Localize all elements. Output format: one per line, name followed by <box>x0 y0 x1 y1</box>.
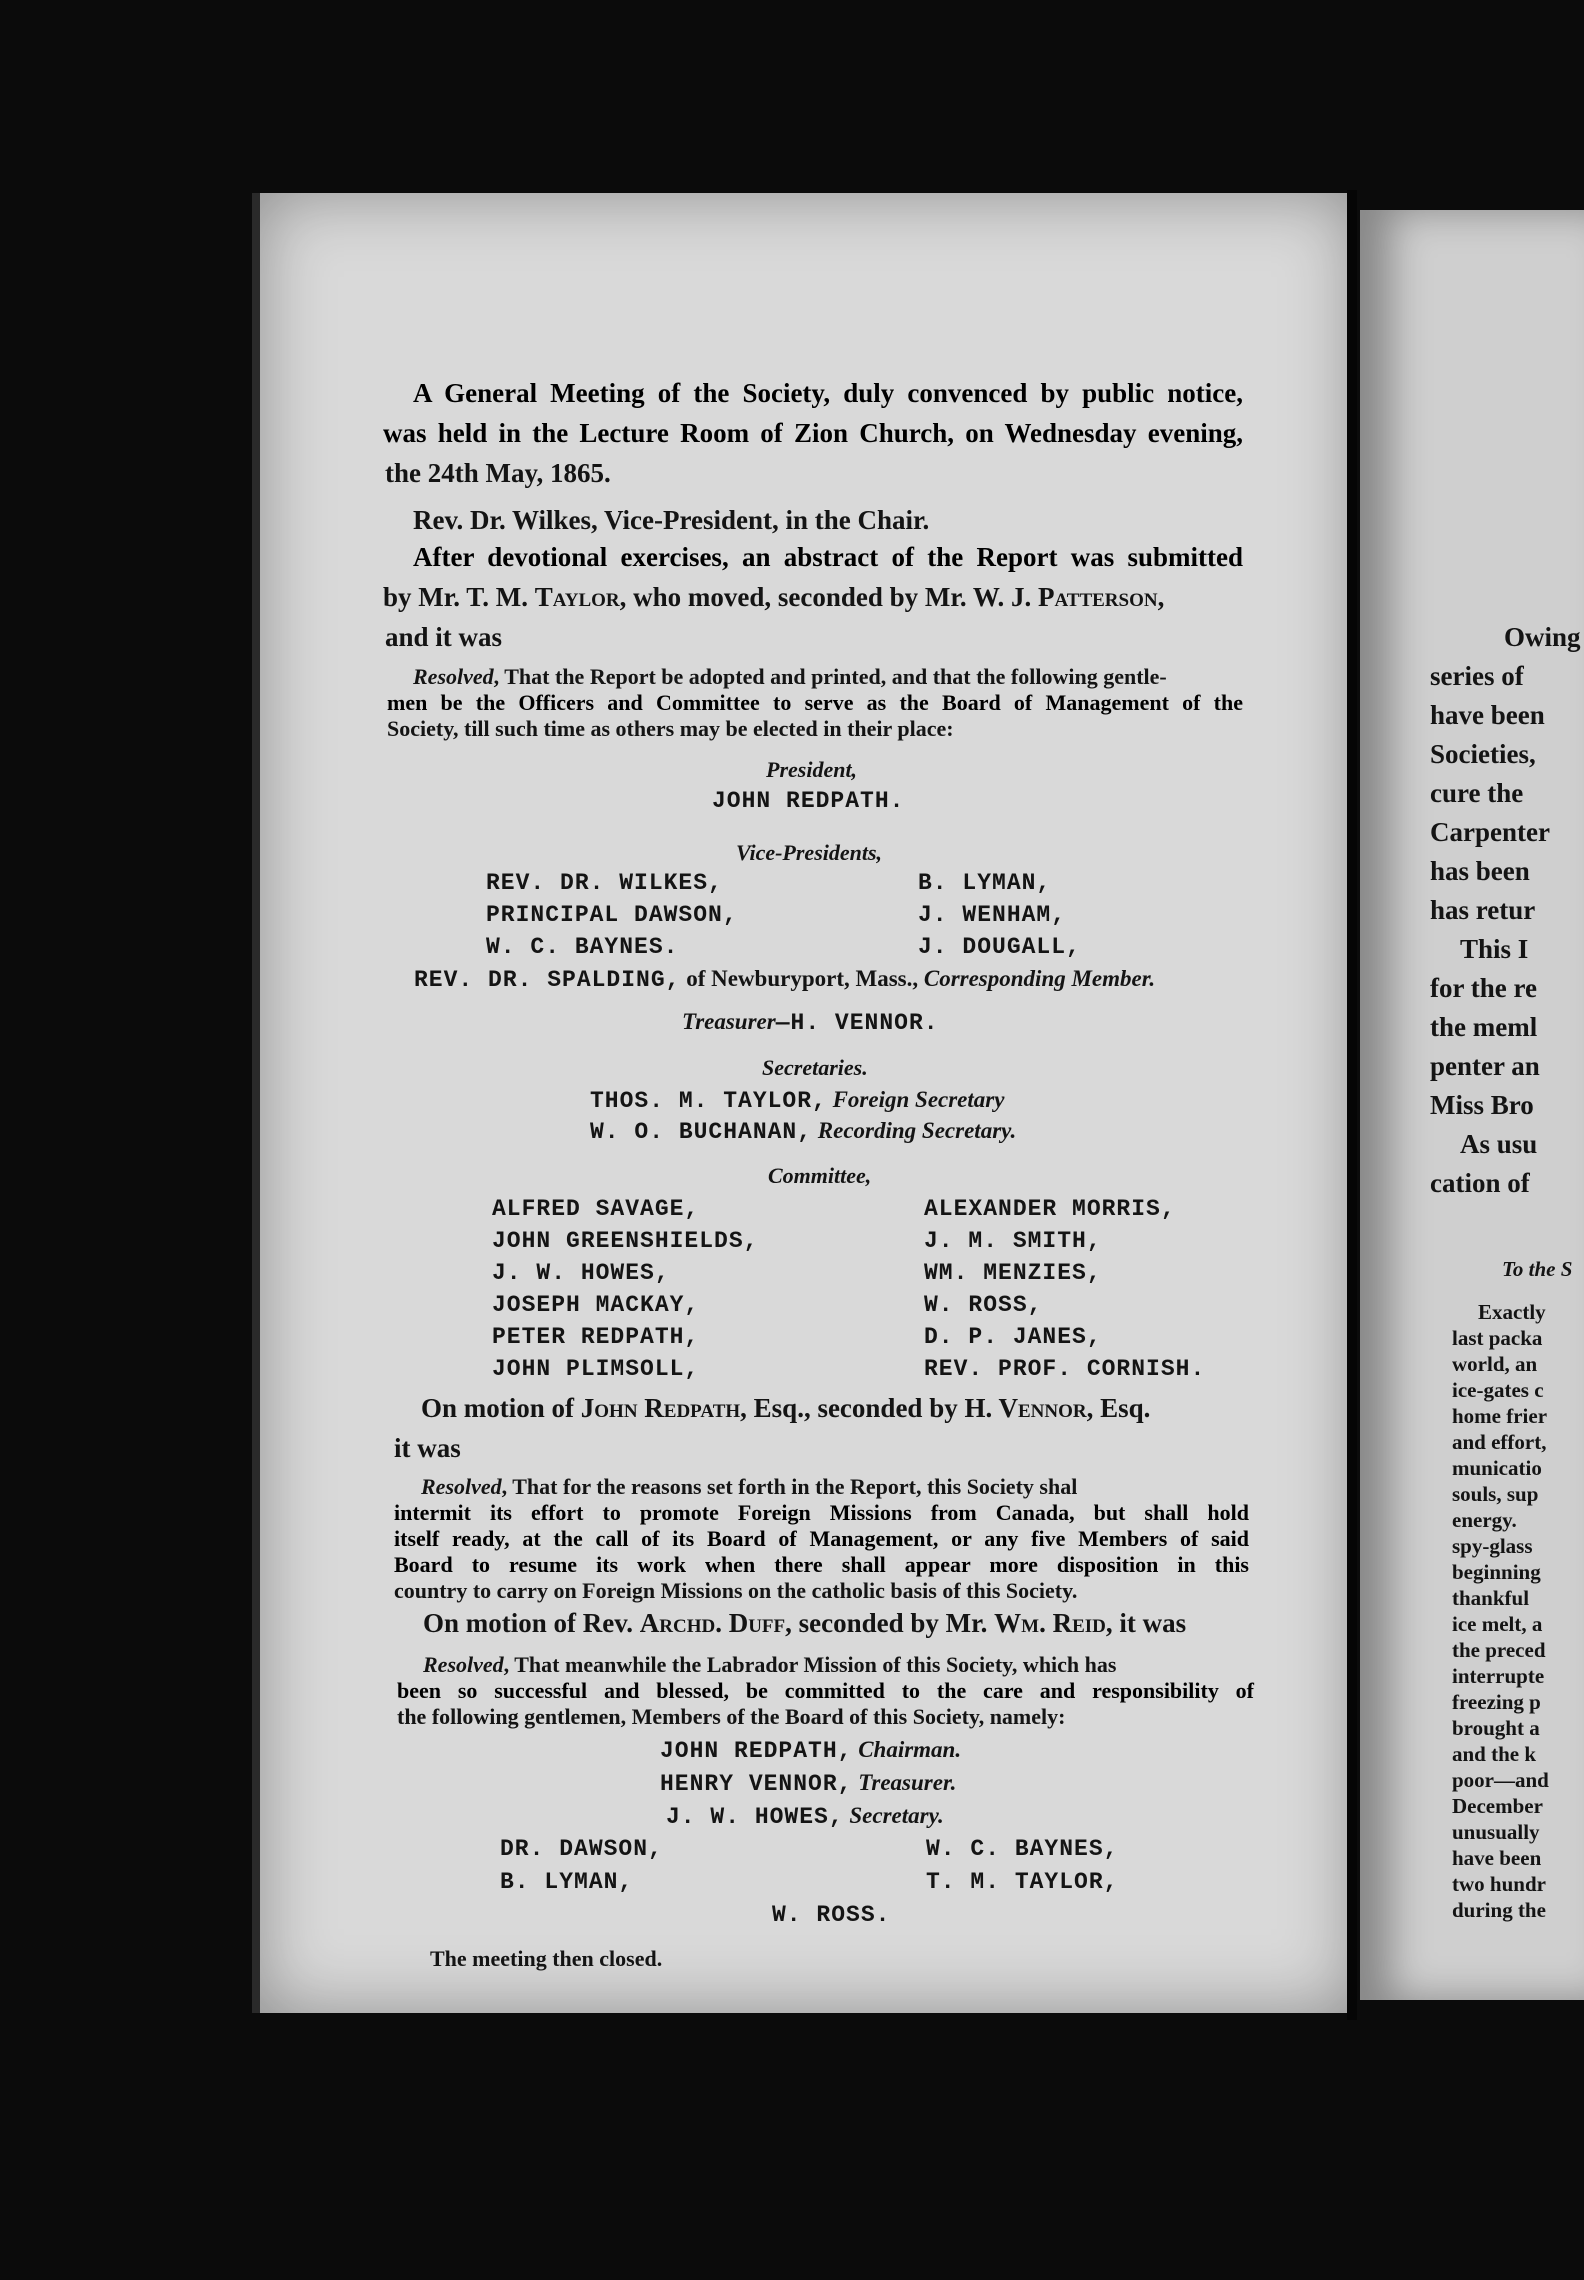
corresponding-place: of Newburyport, Mass., <box>680 966 924 991</box>
committee-right-1: ALEXANDER MORRIS, <box>924 1196 1176 1222</box>
right-small-13: ice melt, a <box>1452 1612 1543 1636</box>
right-small-24: during the <box>1452 1898 1546 1922</box>
board-secretary-name: J. W. HOWES, <box>666 1804 844 1830</box>
corresponding-role: Corresponding Member. <box>923 966 1156 991</box>
p2-line-3: and it was <box>385 622 503 652</box>
right-small-23: two hundr <box>1452 1872 1546 1896</box>
resolution-2-line-1 <box>421 1474 1077 1500</box>
right-line-5: cure the <box>1430 778 1524 808</box>
president-label: President, <box>766 757 858 782</box>
resolution-3-line-3: the following gentlemen, Members of the Board of this Society, namely: <box>397 1704 1066 1729</box>
right-small-3: world, an <box>1452 1352 1538 1376</box>
right-small-14: the preced <box>1452 1638 1546 1662</box>
committee-right-2: J. M. SMITH, <box>924 1228 1102 1254</box>
board-last: W. ROSS. <box>772 1902 891 1928</box>
motion-1-line-2: it was <box>394 1433 461 1463</box>
right-heading: To the S <box>1502 1257 1573 1281</box>
secretary-1-role: Foreign Secretary <box>832 1087 1005 1112</box>
p2-line-2-mid: , who moved, seconded by Mr. W. J. <box>619 582 1038 612</box>
motion-2-pre: On motion of Rev. <box>423 1608 640 1638</box>
motion-1-mid: , Esq., seconded by <box>740 1393 965 1423</box>
vp-right-2: J. WENHAM, <box>918 902 1067 928</box>
treasurer-name: —H. VENNOR. <box>775 1010 939 1036</box>
motion-2-seconder: Wm. Reid <box>994 1608 1106 1638</box>
right-line-15: cation of <box>1430 1168 1530 1198</box>
board-chairman-name: JOHN REDPATH, <box>660 1738 853 1764</box>
right-line-4: Societies, <box>1430 739 1536 769</box>
right-line-8: has retur <box>1430 895 1536 925</box>
right-small-20: December <box>1452 1794 1543 1818</box>
board-secretary <box>666 1803 944 1830</box>
motion-1-post: , Esq. <box>1086 1393 1151 1423</box>
resolution-1-line-2: men be the Officers and Committee to serve as the Board of Management of the <box>387 690 1243 715</box>
motion-2-line <box>423 1608 1186 1639</box>
board-left-1: DR. DAWSON, <box>500 1836 663 1862</box>
resolved-label-3: Resolved <box>423 1652 504 1677</box>
right-line-3: have been <box>1430 700 1545 730</box>
right-small-10: spy-glass <box>1452 1534 1533 1558</box>
motion-2-mover: Archd. Duff <box>639 1608 786 1638</box>
resolution-1-line-1 <box>413 664 1167 690</box>
p2-line-1: After devotional exercises, an abstract of the Report was submitted <box>413 542 1243 572</box>
board-treasurer <box>660 1770 956 1797</box>
board-chairman-role: Chairman. <box>858 1737 962 1762</box>
resolved-label: Resolved <box>413 664 494 689</box>
right-small-9: energy. <box>1452 1508 1517 1532</box>
right-line-2: series of <box>1430 661 1524 691</box>
right-small-6: and effort, <box>1452 1430 1547 1454</box>
vice-presidents-label: Vice-Presidents, <box>736 840 883 865</box>
p2-line-2-pre: by Mr. T. M. <box>383 582 535 612</box>
secretary-2-role: Recording Secretary. <box>817 1118 1017 1143</box>
right-line-13: Miss Bro <box>1430 1090 1534 1120</box>
right-line-1: Owing <box>1504 622 1581 652</box>
right-small-5: home frier <box>1452 1404 1548 1428</box>
resolution-2-line-2: intermit its effort to promote Foreign Missions from Canada, but shall hold <box>394 1500 1249 1525</box>
right-line-10: for the re <box>1430 973 1537 1003</box>
committee-right-4: W. ROSS, <box>924 1292 1043 1318</box>
board-treasurer-role: Treasurer. <box>858 1770 957 1795</box>
right-small-8: souls, sup <box>1452 1482 1539 1506</box>
resolution-3-text-1: , That meanwhile the Labrador Mission of this Society, which has <box>503 1652 1117 1677</box>
right-small-15: interrupte <box>1452 1664 1545 1688</box>
resolved-label-2: Resolved <box>421 1474 502 1499</box>
intro-line-2: was held in the Lecture Room of Zion Church, on Wednesday evening, <box>383 418 1243 448</box>
motion-1-mover: John Redpath <box>580 1393 741 1423</box>
vp-left-2: PRINCIPAL DAWSON, <box>486 902 738 928</box>
committee-right-5: D. P. JANES, <box>924 1324 1102 1350</box>
corresponding-member-line <box>414 966 1155 993</box>
motion-2-post: , it was <box>1105 1608 1187 1638</box>
resolution-3-line-1 <box>423 1652 1116 1678</box>
board-right-2: T. M. TAYLOR, <box>926 1869 1119 1895</box>
committee-left-5: PETER REDPATH, <box>492 1324 700 1350</box>
secretaries-label: Secretaries. <box>762 1055 868 1080</box>
president-name: JOHN REDPATH. <box>712 788 905 814</box>
vp-left-1: REV. DR. WILKES, <box>486 870 723 896</box>
chair-line: Rev. Dr. Wilkes, Vice-President, in the Chair. <box>413 505 930 535</box>
right-line-11: the meml <box>1430 1012 1538 1042</box>
right-small-7: municatio <box>1452 1456 1542 1480</box>
right-small-4: ice-gates c <box>1452 1378 1544 1402</box>
resolution-2-line-3: itself ready, at the call of its Board of Management, or any five Members of said <box>394 1526 1249 1551</box>
motion-1-pre: On motion of <box>421 1393 581 1423</box>
motion-1-line-1 <box>421 1393 1150 1424</box>
committee-left-4: JOSEPH MACKAY, <box>492 1292 700 1318</box>
resolution-1-text-1: , That the Report be adopted and printed, and that the following gentle- <box>493 664 1167 689</box>
board-chairman <box>660 1737 961 1764</box>
right-line-7: has been <box>1430 856 1530 886</box>
right-small-17: brought a <box>1452 1716 1540 1740</box>
board-left-2: B. LYMAN, <box>500 1869 634 1895</box>
vp-right-3: J. DOUGALL, <box>918 934 1081 960</box>
resolution-3-line-2: been so successful and blessed, be committed to the care and responsibility of <box>397 1678 1254 1703</box>
secretary-1 <box>590 1087 1004 1114</box>
right-small-11: beginning <box>1452 1560 1541 1584</box>
committee-left-2: JOHN GREENSHIELDS, <box>492 1228 759 1254</box>
treasurer-label: Treasurer <box>682 1009 776 1034</box>
right-small-21: unusually <box>1452 1820 1540 1844</box>
resolution-2-line-5: country to carry on Foreign Missions on the catholic basis of this Society. <box>394 1578 1078 1603</box>
right-small-2: last packa <box>1452 1326 1543 1350</box>
closing-line: The meeting then closed. <box>430 1946 663 1971</box>
right-line-12: penter an <box>1430 1051 1540 1081</box>
board-treasurer-name: HENRY VENNOR, <box>660 1771 853 1797</box>
right-line-6: Carpenter <box>1430 817 1550 847</box>
secretary-1-name: THOS. M. TAYLOR, <box>590 1088 827 1114</box>
seconder-patterson: Patterson <box>1037 582 1158 612</box>
p2-line-2 <box>383 582 1164 613</box>
board-right-1: W. C. BAYNES, <box>926 1836 1119 1862</box>
intro-line-3: the 24th May, 1865. <box>385 458 611 488</box>
motion-1-seconder: H. Vennor <box>964 1393 1087 1423</box>
committee-left-1: ALFRED SAVAGE, <box>492 1196 700 1222</box>
committee-left-3: J. W. HOWES, <box>492 1260 670 1286</box>
motion-2-mid: , seconded by Mr. <box>785 1608 995 1638</box>
resolution-1-line-3: Society, till such time as others may be elected in their place: <box>387 716 954 741</box>
right-small-19: poor—and <box>1452 1768 1549 1792</box>
right-small-16: freezing p <box>1452 1690 1541 1714</box>
committee-right-3: WM. MENZIES, <box>924 1260 1102 1286</box>
vp-right-1: B. LYMAN, <box>918 870 1052 896</box>
right-line-14: As usu <box>1460 1129 1538 1159</box>
right-small-18: and the k <box>1452 1742 1537 1766</box>
right-small-22: have been <box>1452 1846 1542 1870</box>
right-line-9: This I <box>1460 934 1529 964</box>
committee-right-6: REV. PROF. CORNISH. <box>924 1356 1206 1382</box>
intro-line-1: A General Meeting of the Society, duly convenced by public notice, <box>413 378 1243 408</box>
right-page <box>1360 210 1584 2000</box>
committee-label: Committee, <box>768 1163 872 1188</box>
committee-left-6: JOHN PLIMSOLL, <box>492 1356 700 1382</box>
right-small-12: thankful <box>1452 1586 1530 1610</box>
right-small-1: Exactly <box>1478 1300 1546 1324</box>
treasurer-line <box>682 1009 939 1036</box>
secretary-2 <box>590 1118 1016 1145</box>
resolution-2-line-4: Board to resume its work when there shall appear more disposition in this <box>394 1552 1249 1577</box>
board-secretary-role: Secretary. <box>849 1803 944 1828</box>
mover-taylor: Taylor <box>534 582 620 612</box>
p2-line-2-post: , <box>1157 582 1165 612</box>
resolution-2-text-1: , That for the reasons set forth in the Report, this Society shal <box>501 1474 1078 1499</box>
vp-left-3: W. C. BAYNES. <box>486 934 679 960</box>
corresponding-name: REV. DR. SPALDING, <box>414 967 681 993</box>
secretary-2-name: W. O. BUCHANAN, <box>590 1119 813 1145</box>
page-gutter <box>1347 190 1357 2020</box>
